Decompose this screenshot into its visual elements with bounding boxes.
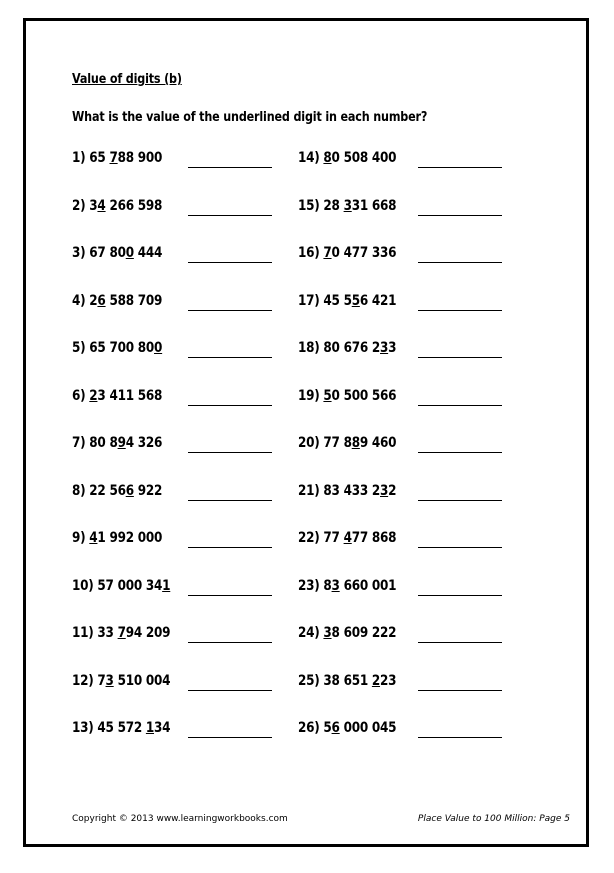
question-item	[298, 625, 538, 673]
question-text	[72, 578, 170, 594]
answer-blank[interactable]	[188, 547, 272, 548]
underlined-digit: 3	[331, 577, 340, 594]
question-item	[298, 673, 538, 721]
question-text	[298, 435, 396, 451]
number-part-before: 22 56	[89, 482, 126, 499]
question-text	[298, 388, 396, 404]
question-item	[298, 483, 538, 531]
question-text	[298, 673, 396, 689]
question-item	[298, 150, 538, 198]
number-part-before: 2	[89, 292, 98, 309]
question-item	[72, 673, 312, 721]
question-text	[298, 720, 396, 736]
answer-blank[interactable]	[188, 642, 272, 643]
question-item	[298, 198, 538, 246]
question-text	[72, 673, 170, 689]
number-part-after: 588 709	[105, 292, 163, 309]
question-text	[72, 625, 170, 641]
number-part-after: 3	[388, 340, 397, 356]
copyright-text: Copyright © 2013 www.learningworkbooks.com	[72, 814, 288, 824]
answer-blank[interactable]	[188, 405, 272, 406]
question-item	[72, 483, 312, 531]
question-item	[298, 245, 538, 293]
question-item	[72, 340, 312, 388]
question-number: 2)	[72, 197, 86, 214]
question-number: 24)	[298, 625, 320, 641]
number-part-after: 266 598	[105, 197, 163, 214]
number-part-before: 77	[323, 530, 344, 546]
question-item	[298, 435, 538, 483]
question-item	[298, 578, 538, 626]
question-item	[72, 435, 312, 483]
question-item	[72, 578, 312, 626]
question-text	[72, 483, 162, 499]
question-item	[72, 388, 312, 436]
answer-blank[interactable]	[188, 452, 272, 453]
number-part-after: 9 460	[359, 435, 397, 451]
underlined-digit: 3	[105, 672, 114, 689]
question-number: 21)	[298, 482, 320, 499]
question-text	[298, 530, 396, 546]
underlined-digit: 4	[343, 530, 352, 546]
number-part-after: 88 900	[117, 150, 163, 166]
question-text	[298, 340, 396, 356]
question-number: 15)	[298, 197, 320, 214]
questions-left-column	[72, 150, 312, 768]
number-part-before: 33	[97, 625, 118, 641]
question-item	[298, 293, 538, 341]
question-text	[72, 530, 162, 546]
question-text	[298, 150, 396, 166]
underlined-digit: 3	[380, 340, 389, 356]
answer-blank[interactable]	[188, 357, 272, 358]
question-text	[72, 198, 162, 214]
answer-blank[interactable]	[418, 357, 502, 358]
question-text	[72, 293, 162, 309]
number-part-after: 31 668	[351, 197, 397, 214]
underlined-digit: 3	[380, 482, 389, 499]
answer-blank[interactable]	[188, 737, 272, 738]
answer-blank[interactable]	[188, 690, 272, 691]
question-number: 11)	[72, 625, 94, 641]
number-part-after: 4 326	[125, 435, 163, 451]
question-number: 10)	[72, 577, 94, 594]
answer-blank[interactable]	[418, 405, 502, 406]
question-number: 13)	[72, 720, 94, 736]
question-number: 16)	[298, 245, 320, 261]
question-item	[72, 720, 312, 768]
underlined-digit: 2	[371, 672, 381, 689]
underlined-digit: 3	[323, 625, 332, 641]
underlined-digit: 8	[351, 435, 360, 451]
answer-blank[interactable]	[418, 737, 502, 738]
number-part-after: 77 868	[351, 530, 397, 546]
underlined-digit: 6	[331, 720, 340, 736]
question-number: 26)	[298, 720, 320, 736]
underlined-digit: 7	[109, 150, 118, 166]
number-part-after: 0 500 566	[331, 387, 397, 404]
answer-blank[interactable]	[188, 262, 272, 263]
number-part-after: 444	[133, 245, 163, 261]
answer-blank[interactable]	[418, 262, 502, 263]
page-info: Place Value to 100 Million: Page 5	[417, 814, 570, 824]
answer-blank[interactable]	[418, 167, 502, 168]
underlined-digit: 3	[343, 197, 352, 214]
question-number: 1)	[72, 150, 86, 166]
answer-blank[interactable]	[418, 690, 502, 691]
question-text	[72, 435, 162, 451]
underlined-digit: 7	[117, 625, 126, 641]
answer-blank[interactable]	[418, 310, 502, 311]
question-number: 5)	[72, 340, 86, 356]
answer-blank[interactable]	[188, 310, 272, 311]
answer-blank[interactable]	[418, 452, 502, 453]
answer-blank[interactable]	[188, 167, 272, 168]
underlined-digit: 4	[89, 530, 98, 546]
question-number: 8)	[72, 482, 86, 499]
number-part-after: 0 477 336	[331, 245, 397, 261]
question-item	[298, 340, 538, 388]
underlined-digit: 6	[97, 292, 106, 309]
number-part-after: 23	[380, 672, 397, 689]
underlined-digit: 9	[117, 435, 126, 451]
number-part-after: 6 421	[359, 292, 397, 309]
number-part-before: 5	[323, 720, 332, 736]
question-item	[298, 530, 538, 578]
number-part-before: 8	[323, 577, 332, 594]
number-part-after: 2	[388, 482, 397, 499]
question-item	[72, 198, 312, 246]
number-part-after: 0 508 400	[331, 150, 397, 166]
question-text	[298, 578, 396, 594]
question-item	[72, 150, 312, 198]
underlined-digit: 4	[97, 197, 106, 214]
worksheet-title: Value of digits (b)	[72, 72, 182, 87]
question-number: 23)	[298, 577, 320, 594]
question-number: 18)	[298, 340, 320, 356]
question-number: 17)	[298, 292, 320, 309]
number-part-before: 3	[89, 197, 98, 214]
number-part-after: 000 045	[339, 720, 397, 736]
question-text	[298, 483, 396, 499]
question-number: 3)	[72, 245, 86, 261]
question-number: 6)	[72, 387, 86, 404]
question-text	[298, 293, 396, 309]
number-part-before: 45 572	[97, 720, 146, 736]
number-part-before: 77 8	[323, 435, 352, 451]
number-part-after: 3 411 568	[97, 387, 163, 404]
question-item	[72, 245, 312, 293]
questions-right-column	[298, 150, 538, 768]
number-part-before: 65 700 80	[89, 340, 155, 356]
question-item	[298, 720, 538, 768]
question-text	[72, 245, 162, 261]
worksheet-instruction: What is the value of the underlined digit in each number?	[72, 110, 428, 125]
answer-blank[interactable]	[188, 215, 272, 216]
question-item	[72, 625, 312, 673]
number-part-before: 57 000 34	[97, 577, 163, 594]
question-number: 14)	[298, 150, 320, 166]
underlined-digit: 1	[162, 577, 171, 594]
question-number: 22)	[298, 530, 320, 546]
underlined-digit: 7	[323, 245, 332, 261]
underlined-digit: 0	[125, 245, 134, 261]
question-number: 25)	[298, 672, 320, 689]
answer-blank[interactable]	[188, 595, 272, 596]
underlined-digit: 5	[323, 387, 332, 404]
answer-blank[interactable]	[418, 642, 502, 643]
question-number: 19)	[298, 387, 320, 404]
question-number: 12)	[72, 672, 94, 689]
underlined-digit: 6	[125, 482, 134, 499]
underlined-digit: 5	[351, 292, 360, 309]
number-part-after: 1 992 000	[97, 530, 163, 546]
number-part-before: 38 651	[323, 672, 372, 689]
question-item	[72, 530, 312, 578]
underlined-digit: 1	[145, 720, 155, 736]
question-item	[72, 293, 312, 341]
question-item	[298, 388, 538, 436]
number-part-before: 80 676 2	[323, 340, 381, 356]
question-text	[298, 245, 396, 261]
number-part-after: 34	[154, 720, 171, 736]
number-part-before: 65	[89, 150, 110, 166]
number-part-before: 7	[97, 672, 106, 689]
number-part-after: 94 209	[125, 625, 171, 641]
number-part-before: 67 80	[89, 245, 126, 261]
question-text	[72, 388, 162, 404]
question-text	[72, 340, 162, 356]
underlined-digit: 0	[154, 340, 163, 356]
number-part-before: 80 8	[89, 435, 118, 451]
answer-blank[interactable]	[418, 547, 502, 548]
underlined-digit: 8	[323, 150, 332, 166]
answer-blank[interactable]	[418, 500, 502, 501]
number-part-after: 922	[133, 482, 163, 499]
underlined-digit: 2	[89, 387, 98, 404]
question-number: 4)	[72, 292, 86, 309]
answer-blank[interactable]	[418, 595, 502, 596]
number-part-after: 8 609 222	[331, 625, 397, 641]
question-text	[298, 198, 396, 214]
answer-blank[interactable]	[418, 215, 502, 216]
question-number: 7)	[72, 435, 86, 451]
number-part-before: 28	[323, 197, 344, 214]
number-part-before: 45 5	[323, 292, 352, 309]
number-part-before: 83 433 2	[323, 482, 381, 499]
number-part-after: 660 001	[339, 577, 397, 594]
question-number: 20)	[298, 435, 320, 451]
question-text	[298, 625, 396, 641]
question-text	[72, 720, 170, 736]
answer-blank[interactable]	[188, 500, 272, 501]
number-part-after: 510 004	[113, 672, 171, 689]
question-number: 9)	[72, 530, 86, 546]
question-text	[72, 150, 162, 166]
